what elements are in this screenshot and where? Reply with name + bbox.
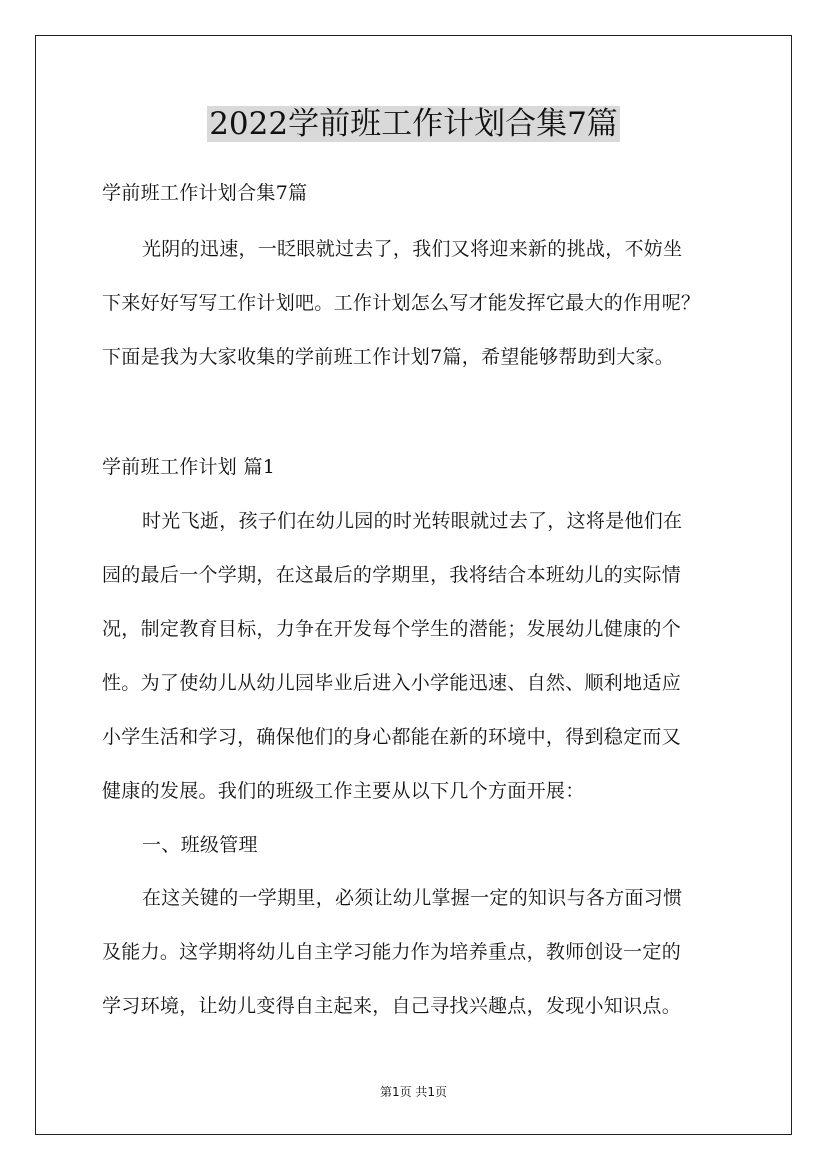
- management-line: 学习环境，让幼儿变得自主起来，自己寻找兴趣点，发现小知识点。: [102, 995, 682, 1017]
- subtitle: 学前班工作计划合集7篇: [102, 182, 308, 204]
- page-footer: 第1页 共1页: [379, 1085, 448, 1099]
- document-title: [0, 104, 827, 144]
- document-title-text: 2022学前班工作计划合集7篇: [209, 106, 618, 142]
- management-line: 及能力。这学期将幼儿自主学习能力作为培养重点，教师创设一定的: [102, 941, 682, 963]
- section-line: 时光飞逝，孩子们在幼儿园的时光转眼就过去了，这将是他们在: [142, 510, 683, 532]
- section-line: 健康的发展。我们的班级工作主要从以下几个方面开展：: [102, 780, 585, 802]
- section-line: 性。为了使幼儿从幼儿园毕业后进入小学能迅速、自然、顺利地适应: [102, 672, 682, 694]
- section-line: 小学生活和学习，确保他们的身心都能在新的环境中，得到稳定而又: [102, 726, 682, 748]
- management-line: 在这关键的一学期里，必须让幼儿掌握一定的知识与各方面习惯: [142, 887, 683, 909]
- intro-line: 下面是我为大家收集的学前班工作计划7篇，希望能够帮助到大家。: [102, 346, 675, 368]
- subheading: 一、班级管理: [142, 834, 258, 856]
- section-line: 况，制定教育目标，力争在开发每个学生的潜能；发展幼儿健康的个: [102, 618, 682, 640]
- section-line: 园的最后一个学期，在这最后的学期里，我将结合本班幼儿的实际情: [102, 564, 682, 586]
- intro-line: 下来好好写写工作计划吧。工作计划怎么写才能发挥它最大的作用呢？: [102, 292, 701, 314]
- intro-line: 光阴的迅速，一眨眼就过去了，我们又将迎来新的挑战，不妨坐: [142, 238, 683, 260]
- section-heading: 学前班工作计划 篇1: [102, 456, 276, 478]
